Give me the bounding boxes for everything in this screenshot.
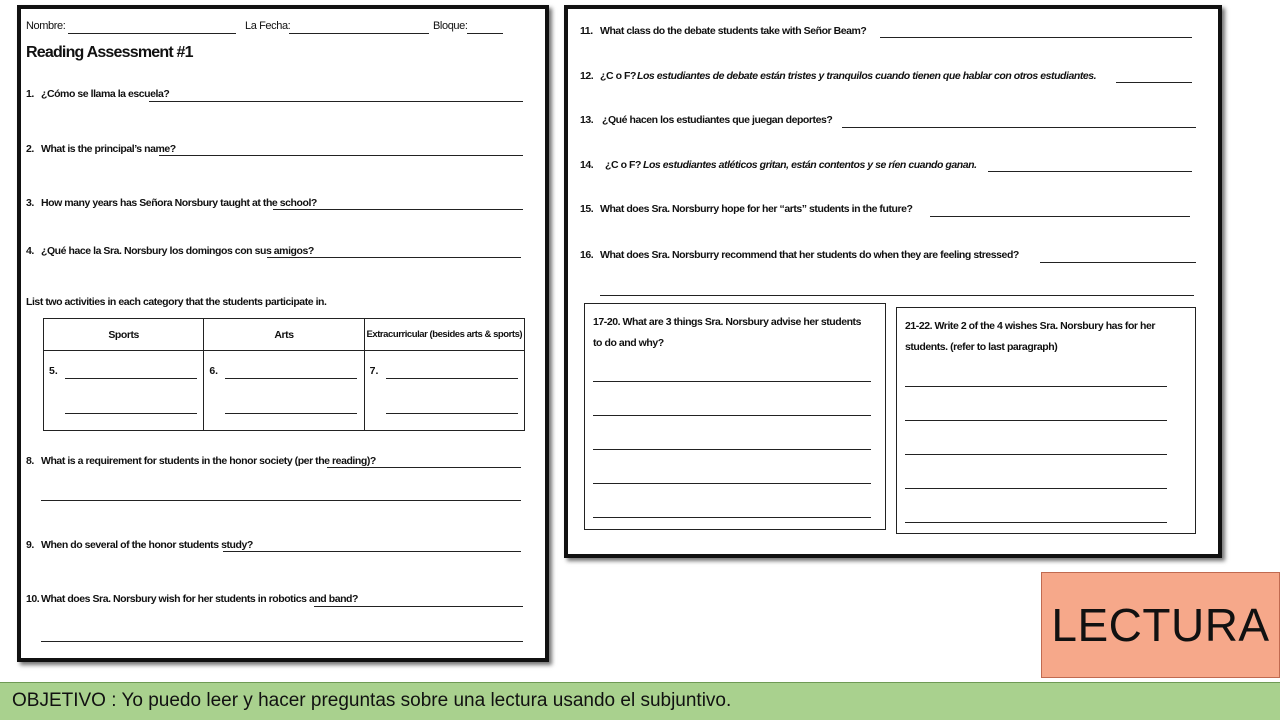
question-13-answer-line [842,127,1196,128]
name-label: Nombre: [26,20,66,32]
table-cell-extracurricular [364,351,524,431]
table-cell-arts [204,351,364,431]
lectura-label-box [1041,572,1280,678]
question-8-text: What is a requirement for students in the honor society (per the reading)? [41,455,376,467]
question-8-number: 8. [26,455,34,467]
question-4-number: 4. [26,245,34,257]
question-17-20-box [584,303,886,530]
question-15-number: 15. [580,203,594,215]
block-label: Bloque: [433,20,468,32]
question-17-20-text-line-2: to do and why? [593,337,664,349]
question-14-prefix: ¿C o F? [605,159,641,171]
answer-line [593,415,871,416]
question-13-text: ¿Qué hacen los estudiantes que juegan deportes? [602,114,833,126]
date-label: La Fecha: [245,20,291,32]
answer-line [593,517,871,518]
table-header-arts: Arts [204,319,364,351]
date-blank [289,33,429,34]
question-14-number: 14. [580,159,594,171]
question-12-number: 12. [580,70,594,82]
answer-line [593,449,871,450]
question-10-answer-line [314,606,523,607]
table-header-row [44,319,525,351]
question-9-number: 9. [26,539,34,551]
question-11-number: 11. [580,25,593,37]
question-9-answer-line [223,551,521,552]
question-13-number: 13. [580,114,594,126]
worksheet-page-2 [564,5,1222,558]
question-2-answer-line [159,155,523,156]
question-16-answer-line-2 [600,295,1194,296]
name-blank [68,33,236,34]
table-row [44,351,525,431]
answer-line [593,483,871,484]
question-8-answer-line-2 [41,500,521,501]
question-5-answer-line-2 [65,413,197,414]
worksheet-title: Reading Assessment #1 [26,44,193,61]
question-6-number: 6. [209,365,219,377]
question-12-answer-line [1116,82,1192,83]
question-6-answer-line-2 [225,413,357,414]
question-1-text: ¿Cómo se llama la escuela? [41,88,170,100]
question-11-text: What class do the debate students take with Señor Beam? [600,25,867,37]
question-12-text: Los estudiantes de debate están tristes y tranquilos cuando tienen que hablar con otros estudiantes. [637,70,1097,82]
table-header-sports: Sports [44,319,204,351]
question-14-text: Los estudiantes atléticos gritan, están contentos y se ríen cuando ganan. [643,159,977,171]
answer-line [905,454,1167,455]
question-4-text: ¿Qué hace la Sra. Norsbury los domingos con sus amigos? [41,245,314,257]
question-21-22-box [896,307,1196,534]
question-5-answer-line-1 [65,378,197,379]
question-12-prefix: ¿C o F? [600,70,636,82]
question-10-answer-line-2 [41,641,523,642]
question-21-22-text-line-1: 21-22. Write 2 of the 4 wishes Sra. Norsbury has for her [905,320,1156,332]
list-instruction: List two activities in each category that the students participate in. [26,296,327,308]
question-14-answer-line [988,171,1192,172]
question-16-number: 16. [580,249,594,261]
answer-line [905,386,1167,387]
question-7-answer-line-1 [386,378,518,379]
table-header-extracurricular: Extracurricular (besides arts & sports) [364,319,524,351]
objective-text: OBJETIVO : Yo puedo leer y hacer preguntas sobre una lectura usando el subjuntivo. [12,690,732,711]
question-9-text: When do several of the honor students study? [41,539,253,551]
question-3-answer-line [273,209,523,210]
worksheet-page-1 [17,5,549,662]
question-10-number: 10. [26,593,40,605]
question-7-answer-line-2 [386,413,518,414]
question-2-text: What is the principal’s name? [41,143,176,155]
question-16-text: What does Sra. Norsburry recommend that her students do when they are feeling stressed? [600,249,1019,261]
question-3-number: 3. [26,197,34,209]
activities-table [43,318,525,431]
lectura-label: LECTURA [1051,599,1270,651]
question-7-number: 7. [369,365,379,377]
question-15-text: What does Sra. Norsburry hope for her “arts” students in the future? [600,203,913,215]
answer-line [905,522,1167,523]
question-6-answer-line-1 [225,378,357,379]
question-1-number: 1. [26,88,34,100]
question-15-answer-line [930,216,1190,217]
question-5-number: 5. [49,365,58,377]
question-3-text: How many years has Señora Norsbury taught at the school? [41,197,317,209]
question-8-answer-line [327,467,521,468]
answer-line [905,488,1167,489]
answer-line [593,381,871,382]
table-cell-sports [44,351,204,431]
question-17-20-text-line-1: 17-20. What are 3 things Sra. Norsbury advise her students [593,316,861,328]
question-1-answer-line [149,101,523,102]
question-2-number: 2. [26,143,34,155]
objective-bar [0,682,1280,720]
question-21-22-text-line-2: students. (refer to last paragraph) [905,341,1058,353]
answer-line [905,420,1167,421]
question-4-answer-line [267,257,521,258]
block-blank [467,33,503,34]
question-11-answer-line [880,37,1192,38]
question-16-answer-line [1040,262,1196,263]
question-10-text: What does Sra. Norsbury wish for her students in robotics and band? [41,593,358,605]
